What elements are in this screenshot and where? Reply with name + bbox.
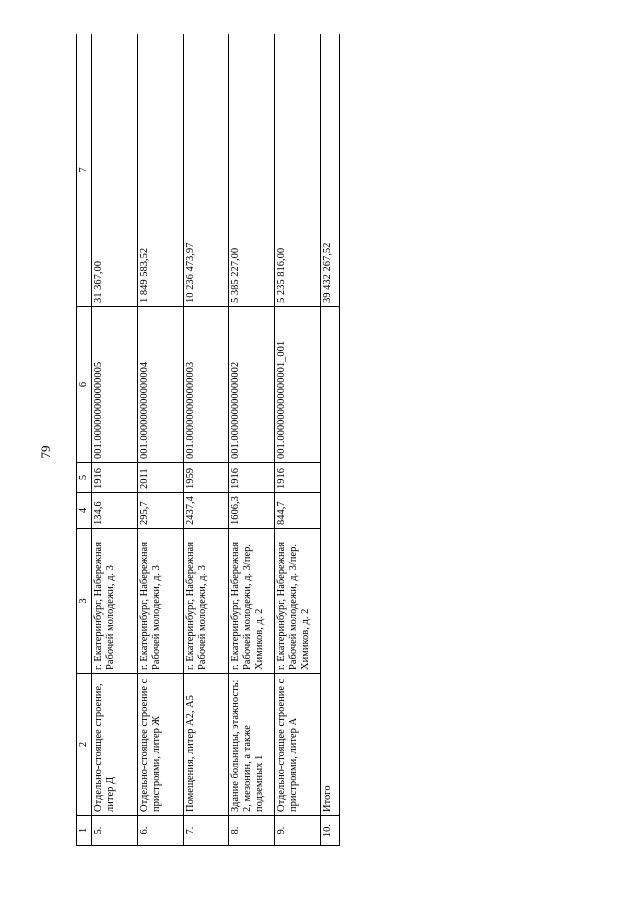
object-value: 5 235 816,00: [274, 34, 320, 307]
total-label: Итого: [320, 307, 339, 816]
object-area: 2437,4: [183, 493, 229, 529]
header-cell: 3: [77, 529, 92, 674]
row-number: 8.: [229, 816, 275, 846]
total-value: 39 432 267,52: [320, 34, 339, 307]
header-cell: 1: [77, 816, 92, 846]
rotated-table-frame: [76, 34, 340, 846]
object-area: 844,7: [274, 493, 320, 529]
header-cell: 4: [77, 493, 92, 529]
inventory-code: 001.000000000000002: [229, 307, 275, 463]
row-number: 6.: [137, 816, 183, 846]
row-number: 7.: [183, 816, 229, 846]
row-number: 9.: [274, 816, 320, 846]
row-number: 10.: [320, 816, 339, 846]
property-table: [76, 34, 340, 846]
object-year: 1916: [92, 463, 138, 493]
object-year: 1916: [229, 463, 275, 493]
object-address: г. Екатеринбург, Набережная Рабочей молодежи, д. 3: [183, 529, 229, 674]
inventory-code: 001.000000000000003: [183, 307, 229, 463]
object-name: Здание больницы, этажность: 2, мезонин, а также подземных 1: [229, 674, 275, 816]
table-row: [92, 34, 138, 846]
object-year: 2011: [137, 463, 183, 493]
object-value: 1 849 583,52: [137, 34, 183, 307]
table-row: [229, 34, 275, 846]
object-year: 1916: [274, 463, 320, 493]
object-area: 295,7: [137, 493, 183, 529]
object-name: Помещения, литер А2, А5: [183, 674, 229, 816]
page-number: 79: [38, 445, 53, 459]
table-row: [137, 34, 183, 846]
table-row: [183, 34, 229, 846]
total-row: [320, 34, 339, 846]
object-name: Отдельно-стоящее строение, литер Д: [92, 674, 138, 816]
header-cell: 6: [77, 307, 92, 463]
object-address: г. Екатеринбург, Набережная Рабочей молодежи, д. 3: [137, 529, 183, 674]
inventory-code: 001.000000000000004: [137, 307, 183, 463]
table-container: [76, 34, 340, 846]
object-name: Отдельно-стоящее строение с пристроями, литер А: [274, 674, 320, 816]
object-address: г. Екатеринбург, Набережная Рабочей молодежи, д. 3/пер. Химиков, д. 2: [229, 529, 275, 674]
object-address: г. Екатеринбург, Набережная Рабочей молодежи, д. 3: [92, 529, 138, 674]
row-number: 5.: [92, 816, 138, 846]
object-value: 5 385 227,00: [229, 34, 275, 307]
object-area: 1606,3: [229, 493, 275, 529]
object-area: 134,6: [92, 493, 138, 529]
object-value: 31 367,00: [92, 34, 138, 307]
header-row: [77, 34, 92, 846]
inventory-code: 001.000000000000005: [92, 307, 138, 463]
object-year: 1959: [183, 463, 229, 493]
object-address: г. Екатеринбург, Набережная Рабочей молодежи, д. 3/пер. Химиков, д. 2: [274, 529, 320, 674]
header-cell: 5: [77, 463, 92, 493]
header-cell: 7: [77, 34, 92, 307]
object-name: Отдельно-стоящее строение с пристроями, литер Ж: [137, 674, 183, 816]
header-cell: 2: [77, 674, 92, 816]
object-value: 10 236 473,97: [183, 34, 229, 307]
table-row: [274, 34, 320, 846]
inventory-code: 001.000000000000001_001: [274, 307, 320, 463]
